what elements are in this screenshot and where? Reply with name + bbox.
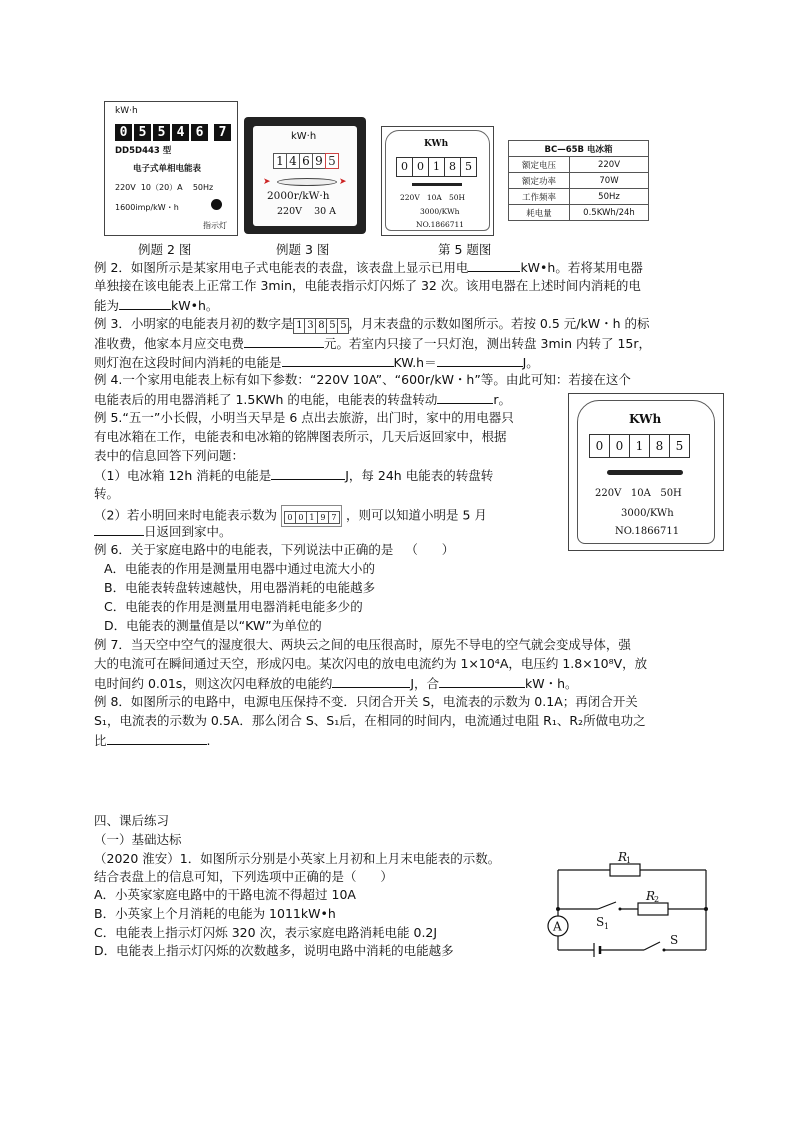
meter1-digits (115, 121, 233, 141)
ex5-return-digits (281, 505, 342, 527)
ex6-option-a: A．电能表的作用是测量用电器中通过电流大小的 (104, 561, 376, 576)
text: （1）电冰箱 12h 消耗的电能是 (94, 468, 272, 483)
section4-title: 四、课后练习 (94, 813, 170, 828)
meter3-large-rating: 220V 10A 50H (595, 488, 682, 499)
label-s1: S (596, 915, 605, 929)
fridge-spec-table (508, 140, 649, 221)
answer-blank[interactable] (119, 296, 171, 310)
meter3-large-disc (607, 470, 683, 475)
ex7-line2: 大的电流可在瞬间通过天空，形成闪电。某次闪电的放电电流约为 1×10⁴A，电压约 1.8×10⁸V，放 (94, 656, 648, 671)
answer-blank[interactable] (439, 674, 525, 688)
text: 例 2．如图所示是某家用电子式电能表的表盘，该表盘上显示已用电 (94, 260, 469, 275)
meter1-imp: 1600imp/kW・h (115, 203, 179, 212)
meter3-large-no: NO.1866711 (615, 526, 680, 537)
meter3-large-digit: 8 (649, 434, 670, 458)
meter3-large-rev: 3000/KWh (621, 508, 674, 519)
meter2-digit: 4 (286, 153, 300, 169)
meter3-large-digit: 0 (589, 434, 610, 458)
text: 比 (94, 733, 107, 748)
meter3-digit: 8 (444, 157, 461, 177)
meter2-digit: 6 (299, 153, 313, 169)
answer-blank[interactable] (437, 390, 493, 404)
switch-s1 (598, 902, 616, 909)
meter2-digits (273, 150, 338, 169)
q1-option-d: D．电能表上指示灯闪烁的次数越多，说明电路中消耗的电能越多 (94, 943, 454, 958)
meter3-large-digit: 0 (609, 434, 630, 458)
meter3-disc (412, 183, 462, 186)
label-r1-sub: 1 (626, 856, 632, 865)
text: 电能表后的用电器消耗了 1.5KWh 的电能，电能表的转盘转动 (94, 392, 438, 407)
ex5-line5: 转。 (94, 486, 120, 501)
switch-s (644, 942, 660, 950)
answer-blank[interactable] (94, 522, 144, 536)
meter2-rev: 2000r/kW·h (267, 190, 330, 202)
ex3-line2 (94, 334, 651, 353)
resistor-r1 (610, 864, 640, 876)
q1-option-b: B．小英家上个月消耗的电能为 1011kW•h (94, 906, 336, 921)
text: 元。若室内只接了一只灯泡，测出转盘 3min 内转了 15r， (324, 336, 652, 351)
meter3-digit: 5 (460, 157, 477, 177)
ex5-line2: 有电冰箱在工作，电能表和电冰箱的铭牌图表所示，几天后返回家中，根据 (94, 429, 507, 444)
text: J，合 (410, 676, 440, 691)
ex5-digit: 0 (295, 511, 307, 524)
meter1-digit: 6 (191, 124, 208, 141)
text: （2）若小明回来时电能表示数为 (94, 507, 277, 523)
ex3-digit: 3 (304, 318, 316, 334)
answer-blank[interactable] (282, 353, 394, 367)
circuit-diagram (540, 848, 720, 960)
ex5-line7 (94, 522, 232, 541)
text: . (206, 733, 211, 748)
spec-value: 70W (570, 173, 649, 189)
text: KW.h＝ (393, 355, 437, 370)
ex5-digit: 1 (306, 511, 318, 524)
indicator-light-icon (211, 199, 222, 210)
meter2-face (253, 126, 357, 226)
meter1-model: DD5D443 型 (115, 146, 172, 156)
q1-line2: 结合表盘上的信息可知，下列选项中正确的是（ ） (94, 869, 393, 884)
resistor-r2 (638, 903, 668, 915)
meter1-digit: 4 (172, 124, 189, 141)
text: 日返回到家中。 (144, 524, 232, 539)
label-s1-sub: 1 (604, 922, 610, 931)
label-s: S (670, 933, 679, 947)
label-r1: R (618, 850, 628, 864)
ex3-line3 (94, 353, 539, 372)
label-ammeter: A (553, 919, 562, 934)
ex4-line2 (94, 390, 511, 409)
q1-line1: （2020 淮安）1．如图所示分别是小英家上月初和上月末电能表的示数。 (94, 851, 501, 866)
meter1-unit: kW·h (115, 106, 138, 116)
answer-blank[interactable] (468, 258, 520, 272)
meter1-digit: 7 (214, 124, 231, 141)
meter1-indicator-label: 指示灯 (203, 221, 227, 230)
meter3-large-digits (589, 434, 689, 458)
junction (704, 907, 708, 911)
meter2-rating: 220V 30 A (277, 206, 337, 217)
ex3-digit: 8 (315, 318, 327, 334)
caption-q5: 第 5 题图 (438, 242, 492, 257)
spec-key: 耗电量 (509, 205, 570, 221)
ex6-option-b: B．电能表转盘转速越快，用电器消耗的电能越多 (104, 580, 376, 595)
text: 准收费，他家本月应交电费 (94, 336, 245, 351)
ex3-digit: 5 (326, 318, 338, 334)
meter2-unit: kW·h (291, 131, 317, 142)
text: ，月末表盘的示数如图所示。若按 0.5 元/kW・h 的标 (348, 316, 650, 331)
ex3-line1 (94, 315, 649, 334)
meter3-no: NO.1866711 (416, 220, 465, 229)
meter3-digits (396, 155, 476, 177)
ex5-line3: 表中的信息回答下列问题： (94, 448, 245, 463)
answer-blank[interactable] (332, 674, 410, 688)
ex5-line4 (94, 466, 493, 485)
answer-blank[interactable] (437, 353, 523, 367)
text: 能为 (94, 298, 120, 313)
text: kW•h。 (171, 298, 219, 313)
meter1-digit: 0 (115, 124, 132, 141)
ex6-question: 例 6．关于家庭电路中的电能表，下列说法中正确的是 （ ） (94, 542, 455, 557)
meter3-digit: 1 (428, 157, 445, 177)
spec-key: 额定功率 (509, 173, 570, 189)
answer-blank[interactable] (107, 731, 207, 745)
meter1-name: 电子式单相电能表 (133, 164, 202, 174)
ex7-line3 (94, 674, 578, 693)
text: J。 (522, 355, 539, 370)
meter3-unit: KWh (424, 139, 449, 149)
switch-contact (619, 908, 622, 911)
meter1-digit: 5 (153, 124, 170, 141)
fridge-title: BC—65B 电冰箱 (509, 141, 649, 157)
ex4-line1: 例 4.一个家用电能表上标有如下参数：“220V 10A”、“600r/kW・h”等。由此可知：若接在这个 (94, 372, 631, 387)
ex2-line3 (94, 296, 218, 315)
text: r。 (493, 392, 512, 407)
meter3-image (381, 126, 494, 236)
spec-value: 220V (570, 157, 649, 173)
caption-ex2: 例题 2 图 (138, 242, 192, 257)
junction (556, 907, 560, 911)
ex7-line1: 例 7．当天空中空气的湿度很大、两块云之间的电压很高时，原先不导电的空气就会变成导体，强 (94, 637, 631, 652)
text: ，则可以知道小明是 5 月 (345, 507, 487, 523)
text: kW•h。若将某用电器 (520, 260, 643, 275)
spec-value: 0.5KWh/24h (570, 205, 649, 221)
label-r2: R (646, 889, 656, 903)
red-arrow-icon: ➤ (339, 177, 347, 187)
meter2-disc (277, 178, 337, 186)
ex3-digit: 5 (337, 318, 349, 334)
ex5-digit: 7 (328, 511, 340, 524)
ex6-option-c: C．电能表的作用是测量用电器消耗电能多少的 (104, 599, 363, 614)
ex6-option-d: D．电能表的测量值是以“KW”为单位的 (104, 618, 322, 633)
text: 则灯泡在这段时间内消耗的电能是 (94, 355, 282, 370)
ex8-line3 (94, 731, 211, 750)
ex5-line1: 例 5.“五一”小长假，小明当天早是 6 点出去旅游，出门时，家中的用电器只 (94, 410, 514, 425)
answer-blank[interactable] (244, 334, 324, 348)
meter2-digit: 9 (312, 153, 326, 169)
q1-option-a: A．小英家家庭电路中的干路电流不得超过 10A (94, 887, 356, 902)
ex5-digit: 9 (317, 511, 329, 524)
caption-ex3: 例题 3 图 (276, 242, 330, 257)
ex3-start-digits (293, 315, 348, 334)
meter2-image (244, 117, 366, 234)
meter3-digit: 0 (396, 157, 413, 177)
spec-key: 工作频率 (509, 189, 570, 205)
spec-key: 额定电压 (509, 157, 570, 173)
section4-subtitle: （一）基础达标 (94, 832, 182, 847)
ex8-line2: S₁，电流表的示数为 0.5A．那么闭合 S、S₁后，在相同的时间内，电流通过电阻 R₁、R₂所做电功之 (94, 713, 646, 728)
ex8-line1: 例 8．如图所示的电路中，电源电压保持不变．只闭合开关 S，电流表的示数为 0.1A；再闭合开关 (94, 694, 638, 709)
text: kW・h。 (525, 676, 578, 691)
meter1-digit: 5 (134, 124, 151, 141)
answer-blank[interactable] (271, 466, 345, 480)
meter3-large-unit: KWh (629, 412, 662, 426)
ex2-line2: 单独接在该电能表上正常工作 3min，电能表指示灯闪烁了 32 次。该用电器在上述时间内消耗的电 (94, 278, 641, 293)
meter2-digit: 1 (273, 153, 287, 169)
meter1-image (104, 101, 238, 236)
meter3-rating: 220V 10A 50H (400, 193, 466, 202)
ex2-line1 (94, 258, 643, 277)
label-r2-sub: 2 (654, 895, 660, 904)
meter3-large-digit: 5 (669, 434, 690, 458)
spec-value: 50Hz (570, 189, 649, 205)
meter3-large-digit: 1 (629, 434, 650, 458)
meter2-digit: 5 (325, 153, 339, 169)
text: 例 3．小明家的电能表月初的数字是 (94, 316, 294, 331)
switch-contact (663, 949, 666, 952)
text: J，每 24h 电能表的转盘转 (345, 468, 494, 483)
text: 电时间约 0.01s，则这次闪电释放的电能约 (94, 676, 333, 691)
ex3-digit: 1 (293, 318, 305, 334)
red-arrow-icon: ➤ (263, 177, 271, 187)
ex5-digit: 0 (284, 511, 296, 524)
meter3-digit: 0 (412, 157, 429, 177)
meter3-large-image (568, 393, 724, 551)
q1-option-c: C．电能表上指示灯闪烁 320 次，表示家庭电路消耗电能 0.2J (94, 925, 438, 940)
meter3-rev: 3000/KWh (420, 207, 460, 216)
meter1-rating: 220V 10（20）A 50Hz (115, 183, 214, 192)
